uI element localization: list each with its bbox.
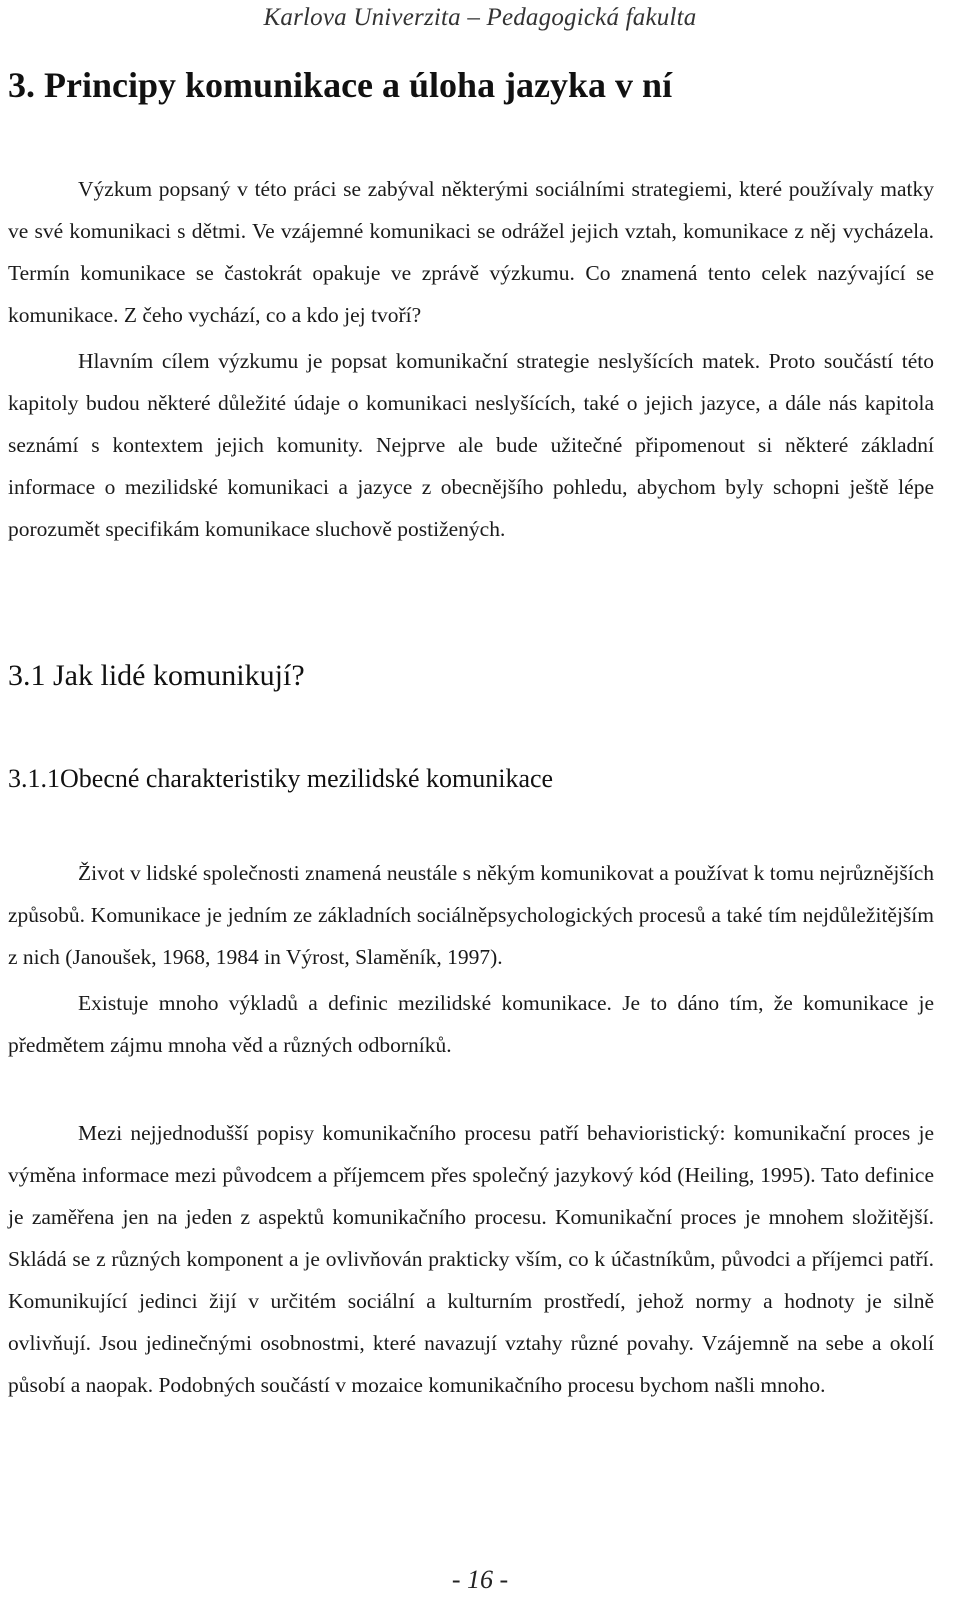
page-number: - 16 -: [451, 1565, 509, 1594]
section-title: 3.1 Jak lidé komunikují?: [8, 659, 305, 692]
paragraph-text: Život v lidské společnosti znamená neustále s někým komunikovat a používat k tomu nejrůznějších způsobů. Komunikace je jedním ze základních sociálněpsychologických procesů a také tím nejdůležitějším z nich (Janoušek, 1968, 1984 in Výrost, Slaměník, 1997).: [8, 861, 934, 969]
paragraph-text: Hlavním cílem výzkumu je popsat komunikační strategie neslyšících matek. Proto součástí této kapitoly budou některé důležité údaje o komunikaci neslyšících, také o jejich jazyce, a dále nás kapitola seznámí s kontextem jejich komunity. Nejprve ale bude užitečné připomenout si některé základní informace o mezilidské komunikaci a jazyce z obecnějšího pohledu, abychom byly schopni ještě lépe porozumět specifikám komunikace sluchově postižených.: [8, 349, 934, 541]
paragraph-body-3: [8, 1112, 934, 1406]
paragraph-text: Mezi nejjednodušší popisy komunikačního procesu patří behavioristický: komunikační proces je výměna informace mezi původcem a příjemcem přes společný jazykový kód (Heiling, 1995). Tato definice je zaměřena jen na jeden z aspektů komunikačního procesu. Komunikační proces je mnohem složitější. Skládá se z různých komponent a je ovlivňován prakticky vším, co k účastníkům, původci a příjemci patří. Komunikující jedinci žijí v určitém sociální a kulturním prostředí, jehož normy a hodnoty je silně ovlivňují. Jsou jedinečnými osobnostmi, které navazují vztahy různé povahy. Vzájemně na sebe a okolí působí a naopak. Podobných součástí v mozaice komunikačního procesu bychom našli mnoho.: [8, 1121, 934, 1397]
chapter-title: 3. Principy komunikace a úloha jazyka v ní: [8, 65, 673, 105]
paragraph-body-2: [8, 982, 934, 1066]
paragraph-text: Existuje mnoho výkladů a definic mezilidské komunikace. Je to dáno tím, že komunikace je předmětem zájmu mnoha věd a různých odborníků.: [8, 991, 934, 1057]
paragraph-intro-1: [8, 168, 934, 336]
paragraph-intro-2: [8, 340, 934, 550]
paragraph-text: Výzkum popsaný v této práci se zabýval některými sociálními strategiemi, které používaly matky ve své komunikaci s dětmi. Ve vzájemné komunikaci se odrážel jejich vztah, komunikace z něj vycházela. Termín komunikace se častokrát opakuje ve zprávě výzkumu. Co znamená tento celek nazývající se komunikace. Z čeho vychází, co a kdo jej tvoří?: [8, 177, 934, 327]
subsection-title: 3.1.1Obecné charakteristiky mezilidské komunikace: [8, 764, 554, 793]
paragraph-body-1: [8, 852, 934, 978]
running-header: Karlova Univerzita – Pedagogická fakulta: [263, 4, 697, 31]
